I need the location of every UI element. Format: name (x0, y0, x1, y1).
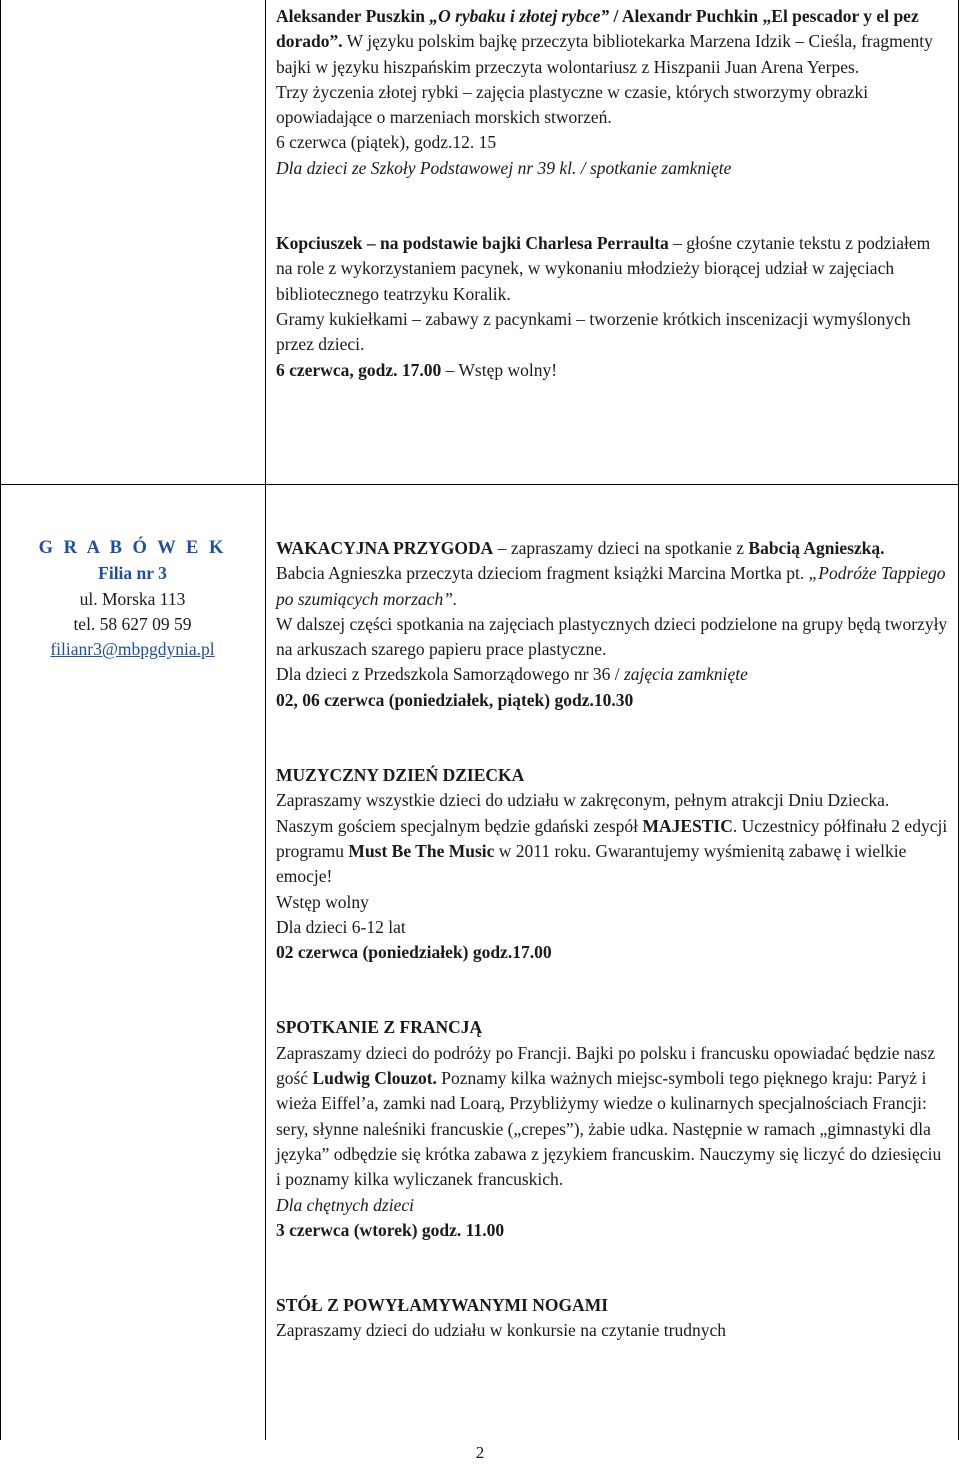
branch-street: ul. Morska 113 (79, 588, 186, 609)
page-number: 2 (475, 1443, 485, 1462)
event-title: Kopciuszek – na podstawie bajki Charlesa Perraulta (276, 233, 669, 254)
branch-info (0, 536, 265, 662)
table-divider (265, 0, 266, 1440)
event-date (276, 358, 950, 383)
event-author: Aleksander Puszkin (276, 6, 425, 26)
event-pushkin (276, 4, 950, 80)
event-title: STÓŁ Z POWYŁAMYWANYMI NOGAMI (276, 1295, 609, 1316)
event-title: SPOTKANIE Z FRANCJĄ (276, 1017, 483, 1038)
event-date: 02 czerwca (poniedziałek) godz.17.00 (276, 942, 552, 963)
book-title: „Podróże Tappiego po szumiących morzach”. (276, 563, 946, 609)
event-audience: Dla dzieci z Przedszkola Samorządowego nr 36 / zajęcia zamknięte (276, 664, 748, 685)
band-name: MAJESTIC (642, 815, 733, 836)
event-activity: Gramy kukiełkami – zabawy z pacynkami – tworzenie krótkich inscenizacji wymyślonych przez dzieci. (276, 308, 911, 355)
event-description: W języku polskim bajkę przeczyta bibliotekarka Marzena Idzik – Cieśla, fragmenty bajki w języku hiszpańskim przeczyta wolontariusz z Hiszpanii Juan Arena Yerpes. (276, 31, 933, 77)
event-audience: Dla dzieci 6-12 lat (276, 916, 406, 937)
branch-phone: tel. 58 627 09 59 (73, 613, 192, 634)
event-description: Zapraszamy wszystkie dzieci do udziału w zakręconym, pełnym atrakcji Dniu Dziecka. Naszym gościem specjalnym będzie gdański zespół MAJESTIC. Uczestnicy półfinału 2 edycji programu Must Be The Music w 2011 roku. Gwarantujemy wyśmienitą zabawę i wielkie emocje! (276, 790, 948, 887)
event-audience: Dla dzieci ze Szkoły Podstawowej nr 39 kl. / spotkanie zamknięte (276, 157, 732, 178)
row-separator (0, 484, 959, 485)
event-audience: Dla chętnych dzieci (276, 1194, 415, 1215)
event-guest: Babcią Agnieszką. (748, 538, 885, 558)
row2-content (276, 536, 950, 1344)
event-title-rest: – zapraszamy dzieci na spotkanie z (493, 538, 749, 558)
event-date-rest: – Wstęp wolny! (441, 359, 558, 380)
event-date: 02, 06 czerwca (poniedziałek, piątek) godz.10.30 (276, 689, 634, 710)
event-title: MUZYCZNY DZIEŃ DZIECKA (276, 765, 525, 786)
event-title-pl: „O rybaku i złotej rybce” (429, 6, 610, 26)
event-title: WAKACYJNA PRZYGODA (276, 538, 494, 558)
event-date: 3 czerwca (wtorek) godz. 11.00 (276, 1219, 505, 1240)
event-description: – głośne czytanie tekstu z podziałem na role z wykorzystaniem pacynek, w wykonaniu młodzieży biorącej udział w zajęciach bibliotecznego teatrzyku Koralik. (276, 233, 931, 304)
table-border-right (958, 0, 959, 1440)
event-cinderella (276, 231, 950, 307)
row1-content (276, 4, 950, 383)
branch-name: G R A B Ó W E K (38, 538, 227, 558)
branch-filia: Filia nr 3 (98, 563, 167, 584)
guest-name: Ludwig Clouzot. (312, 1068, 437, 1089)
event-date-bold: 6 czerwca, godz. 17.00 (276, 359, 442, 380)
event-description: Babcia Agnieszka przeczyta dzieciom fragment książki Marcina Mortka pt. „Podróże Tappiego po szumiących morzach”. (276, 563, 946, 609)
event-entry: Wstęp wolny (276, 891, 369, 912)
event-activity: W dalszej części spotkania na zajęciach plastycznych dzieci podzielone na grupy będą tworzyły na arkuszach szarego papieru prace plastyczne. (276, 613, 948, 660)
event-title-es: „El pescador y el pez dorado”. (276, 6, 919, 52)
event-date: 6 czerwca (piątek), godz.12. 15 (276, 132, 497, 153)
branch-email-link[interactable]: filianr3@mbpgdynia.pl (50, 639, 215, 660)
event-description: Zapraszamy dzieci do udziału w konkursie na czytanie trudnych (276, 1320, 726, 1341)
event-summer-adventure (276, 536, 950, 561)
table-border-left (0, 0, 1, 484)
event-title-sep: / Alexandr Puchkin (609, 6, 763, 26)
program-name: Must Be The Music (348, 840, 495, 861)
event-activity: Trzy życzenia złotej rybki – zajęcia plastyczne w czasie, których stworzymy obrazki opowiadające o marzeniach morskich stworzeń. (276, 81, 869, 128)
event-description: Zapraszamy dzieci do podróży po Francji. Bajki po polsku i francusku opowiadać będzie nasz gość Ludwig Clouzot. Poznamy kilka ważnych miejsc-symboli tego pięknego kraju: Paryż i wieża Eiffel’a, zamki nad Loarą, Przybliżymy wiedze o kulinarnych specjalnościach Francji: sery, słynne naleśniki francuskie („crepes”), żabie udka. Następnie w ramach „gimnastyki dla języka” odbędzie się krótka zabawa z językiem francuskim. Nauczymy się liczyć do dziesięciu i poznamy kilka wyliczanek francuskich. (276, 1042, 942, 1190)
